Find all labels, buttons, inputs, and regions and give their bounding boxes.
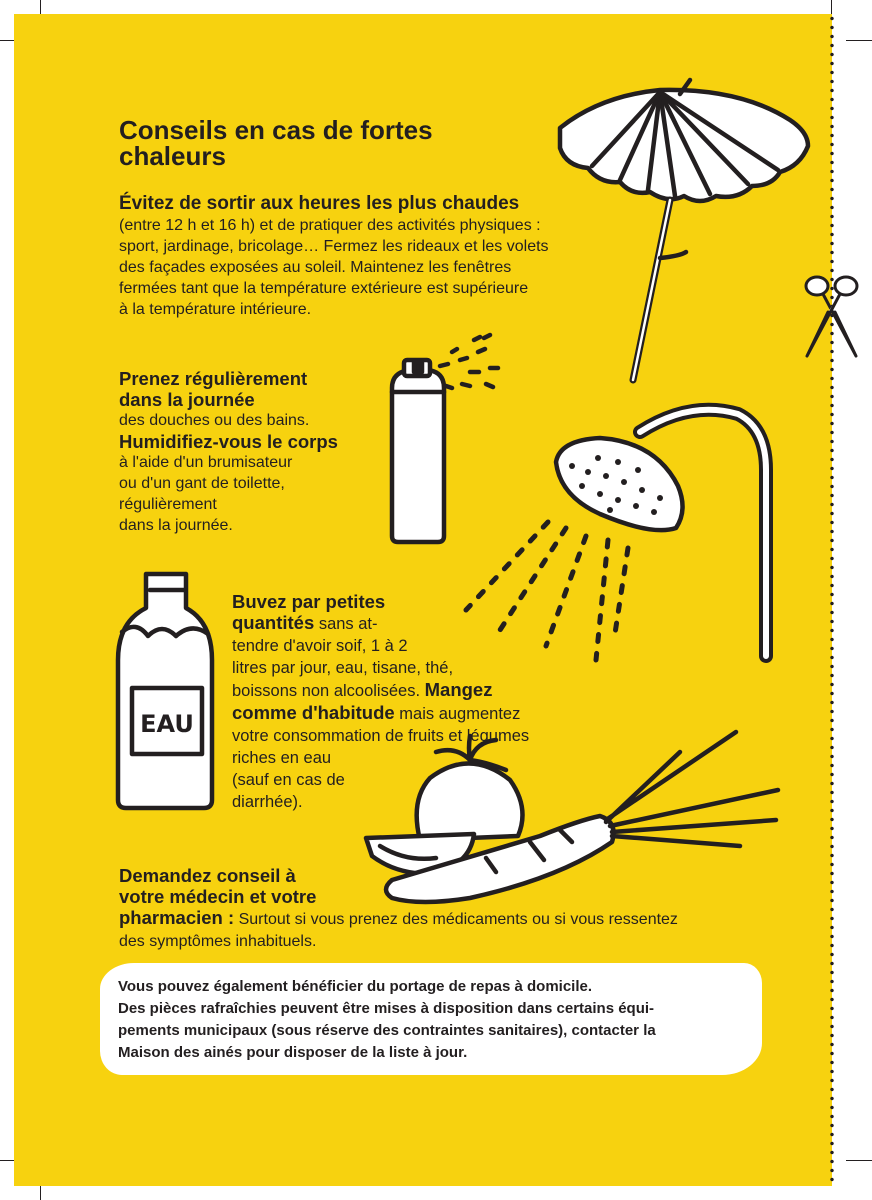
text-line: à l'aide d'un brumisateur [119,454,293,471]
page-title [119,117,433,169]
text-line: votre consommation de fruits et légumes [232,727,530,745]
page-title-line-1: Conseils en cas de fortes [119,115,433,145]
text-line: sans at- [314,615,378,633]
text-line: (entre 12 h et 16 h) et de pratiquer des activités physiques : [119,217,541,234]
text-line: (sauf en cas de [232,771,345,789]
section-ask-advice-lead: votre médecin et votre [119,886,317,907]
section-shower [119,368,389,536]
section-shower-lead: dans la journée [119,389,255,410]
note-line: Vous pouvez également bénéficier du portage de repas à domicile. [118,978,593,995]
water-bottle-icon [118,574,212,808]
bottle-label: EAU [140,710,194,738]
text-line: des symptômes inhabituels. [119,933,317,950]
text-line: riches en eau [232,749,332,767]
section-ask-advice-lead: pharmacien : [119,907,235,928]
info-note-box [100,963,762,1075]
section-drink-lead: Buvez par petites [232,591,386,612]
section-avoid-heat-lead: Évitez de sortir aux heures les plus chaudes [119,193,520,214]
text-line: des façades exposées au soleil. Maintenez les fenêtres [119,259,512,276]
section-avoid-heat-text [119,215,639,320]
text-line: boissons non alcoolisées. [232,682,425,700]
note-line: pements municipaux (sous réserve des contraintes sanitaires), contacter la [118,1022,656,1039]
text-line: sport, jardinage, bricolage… Fermez les rideaux et les volets [119,238,549,255]
section-moisten-lead: Humidifiez-vous le corps [119,431,338,452]
section-eat-lead: Mangez [424,679,493,700]
text-line: Surtout si vous prenez des médicaments ou si vous ressentez [234,911,678,928]
section-ask-advice [119,865,779,952]
section-shower-lead: Prenez régulièrement [119,368,308,389]
note-line: Des pièces rafraîchies peuvent être mises à disposition dans certains équi- [118,1000,655,1017]
text-line: diarrhée). [232,793,303,811]
text-line: fermées tant que la température extérieure est supérieure [119,280,529,297]
text-line: ou d'un gant de toilette, [119,475,285,492]
text-line: tendre d'avoir soif, 1 à 2 [232,637,408,655]
text-line: dans la journée. [119,517,233,534]
text-line: litres par jour, eau, tisane, thé, [232,659,454,677]
section-eat-lead: comme d'habitude [232,702,395,723]
section-ask-advice-lead: Demandez conseil à [119,865,296,886]
note-line: Maison des ainés pour disposer de la liste à jour. [118,1044,468,1061]
scissors-icon [806,277,857,356]
section-drink-lead: quantités [232,612,315,633]
text-line: mais augmentez [394,705,521,723]
section-drink [232,591,592,813]
page-title-line-2: chaleurs [119,141,226,171]
text-line: des douches ou des bains. [119,412,310,429]
text-line: à la température intérieure. [119,301,312,318]
spray-can-icon [392,335,498,542]
section-avoid-heat [119,193,639,320]
text-line: régulièrement [119,496,217,513]
